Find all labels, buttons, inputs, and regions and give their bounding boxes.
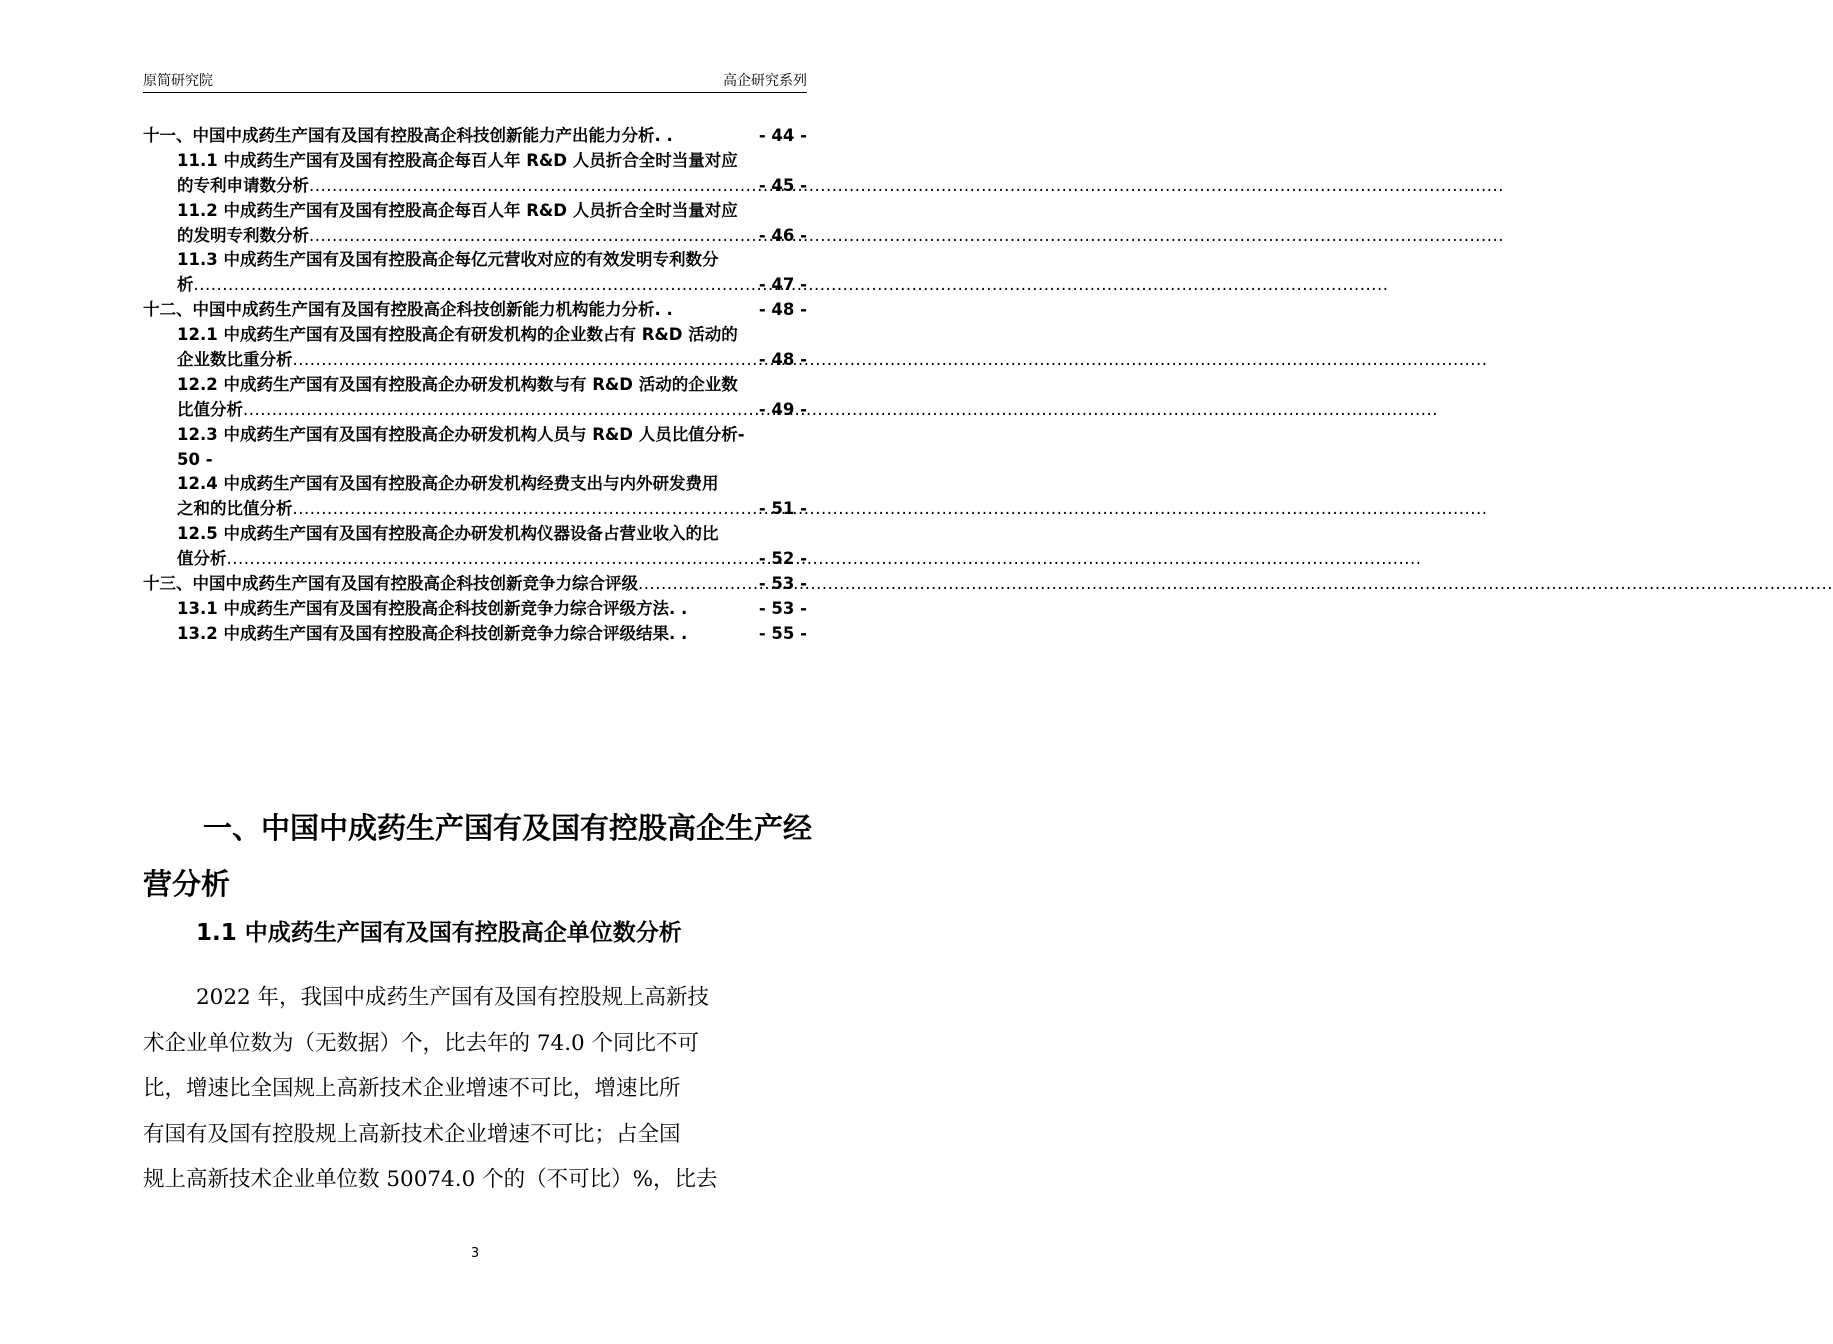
body-line: 2022 年，我国中成药生产国有及国有控股规上高新技: [196, 985, 710, 1010]
toc-page-number: - 46 -: [758, 225, 807, 245]
toc-leader-dots: [638, 572, 759, 597]
toc-entry-text: 十三、中国中成药生产国有及国有控股高企科技创新竞争力综合评级: [143, 574, 638, 594]
toc-entry-text: 13.1 中成药生产国有及国有控股高企科技创新竞争力综合评级方法. .: [177, 598, 688, 618]
toc-leader-dots: [293, 348, 759, 373]
toc-entry-text: 比值分析: [177, 399, 243, 419]
toc-entry[interactable]: [143, 348, 807, 373]
toc-entry[interactable]: [143, 597, 807, 622]
toc-entry[interactable]: [143, 423, 807, 448]
toc-entry-text: 12.4 中成药生产国有及国有控股高企办研发机构经费支出与内外研发费用: [177, 474, 719, 494]
toc-page-number: - 48 -: [758, 300, 807, 320]
toc-page-number: - 53 -: [758, 574, 807, 594]
toc-entry-text: 12.1 中成药生产国有及国有控股高企有研发机构的企业数占有 R&D 活动的: [177, 325, 738, 345]
toc-entry[interactable]: [143, 298, 807, 323]
toc-leader-dots: [194, 273, 759, 298]
chapter-title-line-1: 一、中国中成药生产国有及国有控股高企生产经: [203, 811, 813, 845]
toc-entry-text: 之和的比值分析: [177, 499, 293, 519]
toc-entry-text: 13.2 中成药生产国有及国有控股高企科技创新竞争力综合评级结果. .: [177, 623, 688, 643]
toc-entry[interactable]: [143, 273, 807, 298]
toc-page-number: - 44 -: [758, 126, 807, 145]
toc-entry[interactable]: [143, 174, 807, 199]
toc-entry-text: 12.3 中成药生产国有及国有控股高企办研发机构人员与 R&D 人员比值分析-: [177, 424, 745, 444]
toc-entry-text: 企业数比重分析: [177, 350, 293, 370]
chapter-title: [143, 800, 813, 912]
page-header: [143, 68, 807, 93]
toc-entry[interactable]: [143, 472, 807, 497]
toc-leader-dots: [293, 497, 759, 522]
toc-entry[interactable]: [143, 373, 807, 398]
toc-entry[interactable]: [143, 248, 807, 273]
toc-page-number: - 45 -: [758, 175, 807, 195]
toc-page-number: - 55 -: [758, 623, 807, 643]
toc-entry[interactable]: [143, 547, 807, 572]
toc-entry[interactable]: [143, 522, 807, 547]
chapter-title-line-2: 营分析: [143, 867, 231, 901]
toc-entry[interactable]: [143, 497, 807, 522]
toc-entry-text: 11.2 中成药生产国有及国有控股高企每百人年 R&D 人员折合全时当量对应: [177, 200, 738, 220]
toc-entry-text: 50 -: [177, 449, 213, 469]
toc-entry-text: 析: [177, 275, 194, 295]
section-title: 1.1 中成药生产国有及国有控股高企单位数分析: [196, 920, 682, 946]
toc-entry[interactable]: [143, 622, 807, 647]
toc-entry[interactable]: [143, 448, 807, 473]
toc-entry-text: 12.5 中成药生产国有及国有控股高企办研发机构仪器设备占营业收入的比: [177, 524, 719, 544]
toc-entry-text: 12.2 中成药生产国有及国有控股高企办研发机构数与有 R&D 活动的企业数: [177, 374, 738, 394]
toc-leader-dots: [309, 224, 759, 249]
toc-entry-text: 11.3 中成药生产国有及国有控股高企每亿元营收对应的有效发明专利数分: [177, 250, 719, 270]
toc-leader-dots: [227, 547, 759, 572]
toc-entry-text: 十二、中国中成药生产国有及国有控股高企科技创新能力机构能力分析. .: [143, 300, 673, 320]
toc-page-number: - 48 -: [758, 350, 807, 370]
toc-entry-text: 值分析: [177, 549, 227, 569]
toc-page-number: - 51 -: [758, 499, 807, 519]
table-of-contents: [143, 124, 807, 647]
page-number: 3: [470, 1246, 480, 1261]
toc-page-number: - 52 -: [758, 549, 807, 569]
toc-leader-dots: [309, 174, 759, 199]
toc-entry[interactable]: [143, 398, 807, 423]
toc-entry[interactable]: [143, 323, 807, 348]
header-institute: 原简研究院: [143, 73, 213, 89]
body-line: 比，增速比全国规上高新技术企业增速不可比，增速比所: [143, 1076, 681, 1102]
toc-entry-text: 的专利申请数分析: [177, 175, 309, 195]
body-paragraph: [143, 975, 807, 1203]
toc-page-number: - 49 -: [758, 399, 807, 419]
body-line: 规上高新技术企业单位数 50074.0 个的（不可比）%，比去: [143, 1167, 718, 1193]
toc-entry[interactable]: [143, 224, 807, 249]
toc-leader-dots: [243, 398, 759, 423]
toc-page-number: - 53 -: [758, 598, 807, 618]
toc-entry-text: 十一、中国中成药生产国有及国有控股高企科技创新能力产出能力分析. .: [143, 126, 673, 145]
body-line: 术企业单位数为（无数据）个，比去年的 74.0 个同比不可: [143, 1030, 700, 1056]
body-line: 有国有及国有控股规上高新技术企业增速不可比；占全国: [143, 1121, 681, 1147]
header-series: 高企研究系列: [723, 73, 807, 89]
toc-entry[interactable]: [143, 124, 807, 149]
toc-entry[interactable]: [143, 149, 807, 174]
toc-page-number: - 47 -: [758, 275, 807, 295]
toc-entry[interactable]: [143, 199, 807, 224]
toc-entry-text: 11.1 中成药生产国有及国有控股高企每百人年 R&D 人员折合全时当量对应: [177, 150, 738, 170]
toc-entry-text: 的发明专利数分析: [177, 225, 309, 245]
toc-entry[interactable]: [143, 572, 807, 597]
